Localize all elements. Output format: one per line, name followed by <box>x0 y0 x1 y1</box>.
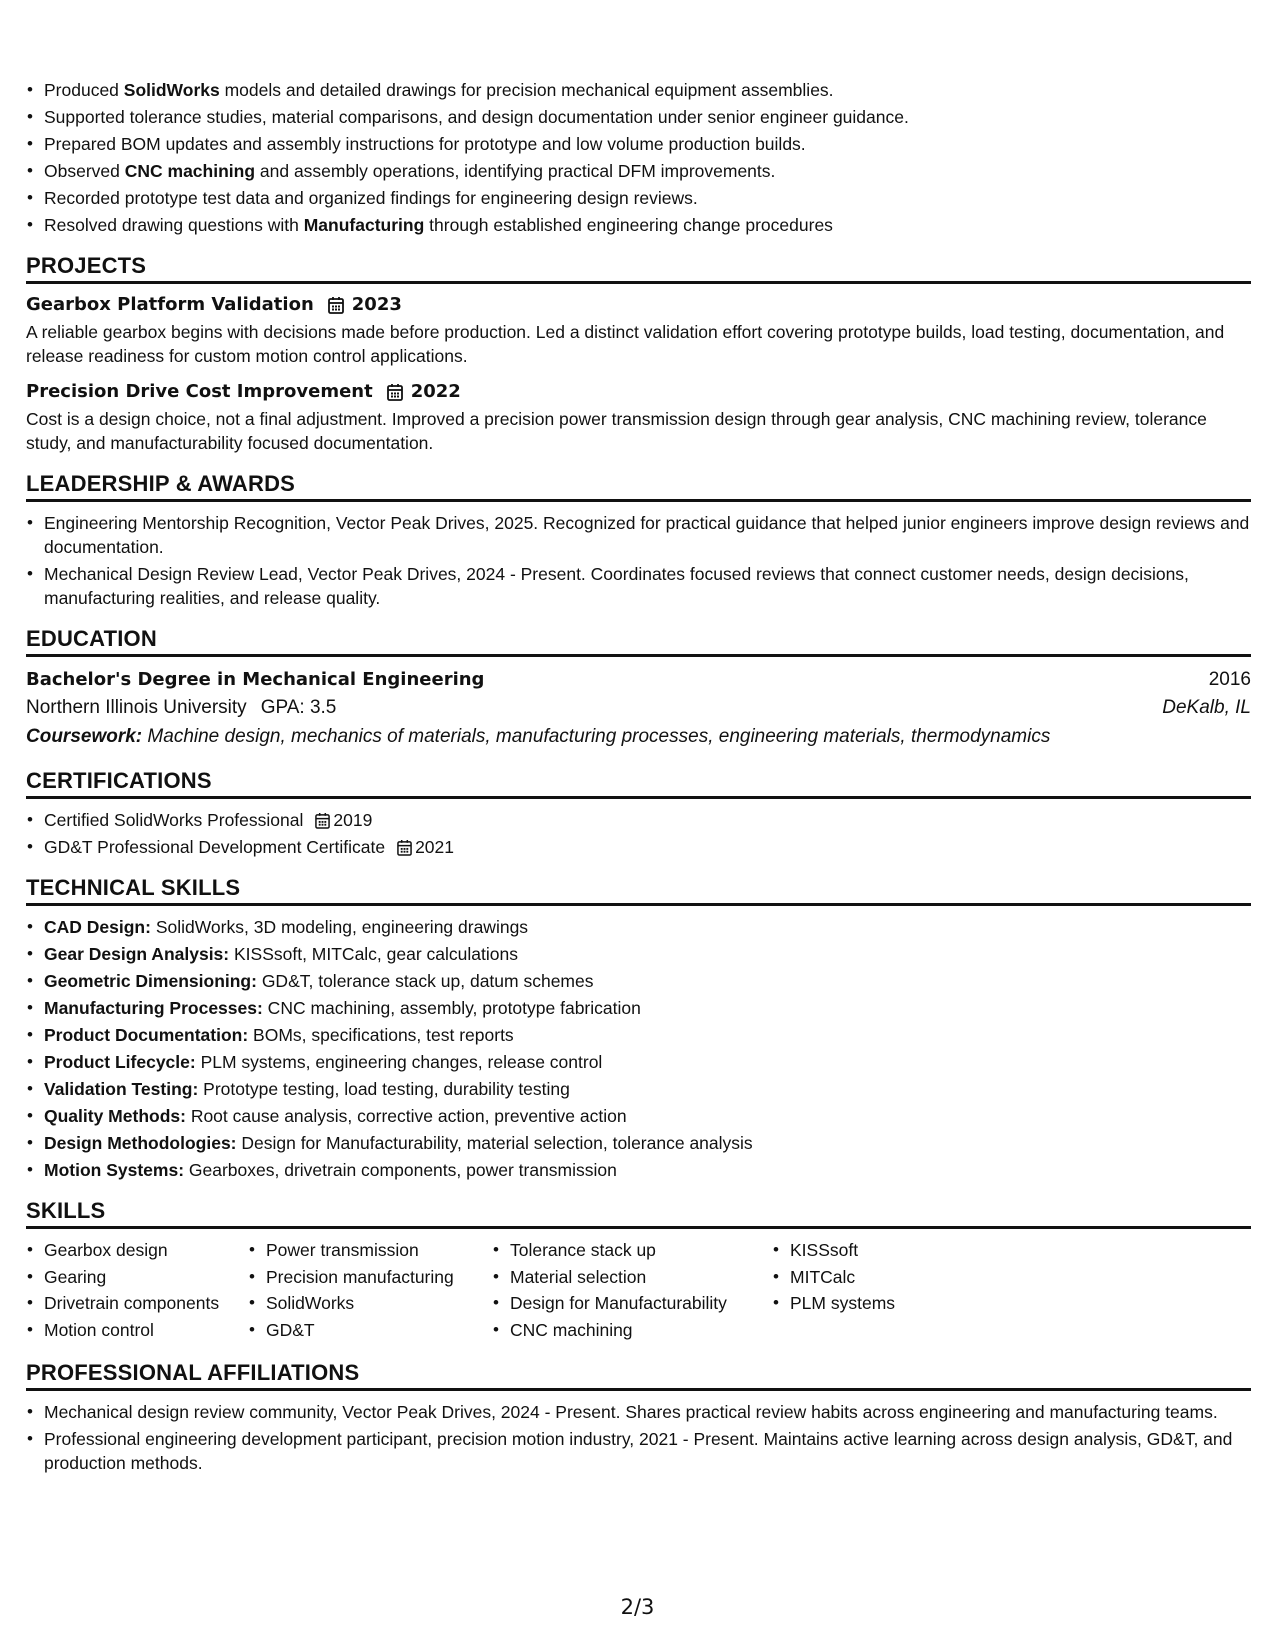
skill-item: • Precision manufacturing <box>248 1265 492 1289</box>
skills-column <box>772 1238 972 1344</box>
school-location: DeKalb, IL <box>1162 697 1251 718</box>
technical-skill-item: • Design Methodologies: Design for Manufacturability, material selection, tolerance analysis <box>26 1131 1251 1155</box>
project-description: Cost is a design choice, not a final adjustment. Improved a precision power transmission design through gear analysis, CNC machining review, tolerance study, and manufacturability focused documentation. <box>26 409 1207 453</box>
section-title-affiliations: PROFESSIONAL AFFILIATIONS <box>26 1360 1251 1391</box>
skill-item: • KISSsoft <box>772 1238 972 1262</box>
leadership-item: • Engineering Mentorship Recognition, Vector Peak Drives, 2025. Recognized for practical guidance that helped junior engineers improve design reviews and documentation. <box>26 511 1251 559</box>
skill-item: • Power transmission <box>248 1238 492 1262</box>
skills-column <box>492 1238 772 1344</box>
technical-skill-item: • Validation Testing: Prototype testing, load testing, durability testing <box>26 1077 1251 1101</box>
technical-skill-item: • Manufacturing Processes: CNC machining, assembly, prototype fabrication <box>26 996 1251 1020</box>
skill-item: • Drivetrain components <box>26 1291 248 1315</box>
certification-year: 2021 <box>415 837 455 857</box>
leadership-item: • Mechanical Design Review Lead, Vector Peak Drives, 2024 - Present. Coordinates focused reviews that connect customer needs, design decisions, manufacturing realities, and release quality. <box>26 562 1251 610</box>
leadership-section <box>26 471 1251 610</box>
resume-page <box>26 78 1251 1478</box>
section-title-projects: PROJECTS <box>26 253 1251 284</box>
skill-item: • CNC machining <box>492 1318 772 1342</box>
technical-skills-section <box>26 875 1251 1182</box>
technical-skill-item: • Gear Design Analysis: KISSsoft, MITCalc, gear calculations <box>26 942 1251 966</box>
affiliation-item: • Mechanical design review community, Vector Peak Drives, 2024 - Present. Shares practical review habits across engineering and manufacturing teams. <box>26 1400 1251 1424</box>
calendar-icon <box>315 812 330 829</box>
skill-item: • PLM systems <box>772 1291 972 1315</box>
technical-skill-item: • Motion Systems: Gearboxes, drivetrain components, power transmission <box>26 1158 1251 1182</box>
graduation-year: 2016 <box>1208 669 1251 690</box>
skills-section <box>26 1198 1251 1344</box>
project-name: Precision Drive Cost Improvement <box>26 381 373 402</box>
calendar-icon <box>397 839 412 856</box>
skills-column <box>248 1238 492 1344</box>
skill-item: • Material selection <box>492 1265 772 1289</box>
certification-year: 2019 <box>333 810 373 830</box>
section-title-leadership: LEADERSHIP & AWARDS <box>26 471 1251 502</box>
coursework: Coursework: Machine design, mechanics of materials, manufacturing processes, engineering materials, thermodynamics <box>26 726 1051 747</box>
technical-skill-item: • Product Documentation: BOMs, specifications, test reports <box>26 1023 1251 1047</box>
section-title-technical-skills: TECHNICAL SKILLS <box>26 875 1251 906</box>
experience-bullet: • Supported tolerance studies, material comparisons, and design documentation under senior engineer guidance. <box>26 105 1251 129</box>
calendar-icon <box>328 296 344 314</box>
projects-section <box>26 253 1251 455</box>
skill-item: • SolidWorks <box>248 1291 492 1315</box>
affiliations-section <box>26 1360 1251 1475</box>
project-name: Gearbox Platform Validation <box>26 294 314 315</box>
experience-bullet: • Recorded prototype test data and organized findings for engineering design reviews. <box>26 186 1251 210</box>
certification-item <box>26 835 1251 859</box>
affiliation-item: • Professional engineering development participant, precision motion industry, 2021 - Present. Maintains active learning across design analysis, GD&T, and production methods. <box>26 1427 1251 1475</box>
skills-column <box>26 1238 248 1344</box>
experience-bullets <box>26 78 1251 237</box>
skill-item: • Gearing <box>26 1265 248 1289</box>
skill-item: • Design for Manufacturability <box>492 1291 772 1315</box>
certification-item <box>26 808 1251 832</box>
experience-bullet: • Prepared BOM updates and assembly instructions for prototype and low volume production builds. <box>26 132 1251 156</box>
project-year: 2023 <box>351 294 402 315</box>
project-year: 2022 <box>410 381 461 402</box>
education-section <box>26 626 1251 752</box>
certification-name: • GD&T Professional Development Certificate <box>44 837 386 857</box>
certifications-section <box>26 768 1251 859</box>
section-title-skills: SKILLS <box>26 1198 1251 1229</box>
experience-bullet: • Produced SolidWorks models and detailed drawings for precision mechanical equipment assemblies. <box>26 78 1251 102</box>
calendar-icon <box>387 383 403 401</box>
skill-item: • Gearbox design <box>26 1238 248 1262</box>
experience-bullet: • Observed CNC machining and assembly operations, identifying practical DFM improvements. <box>26 159 1251 183</box>
project-item <box>26 293 1251 368</box>
degree: Bachelor's Degree in Mechanical Engineering <box>26 669 485 690</box>
skill-item: • MITCalc <box>772 1265 972 1289</box>
technical-skill-item: • CAD Design: SolidWorks, 3D modeling, engineering drawings <box>26 915 1251 939</box>
skill-item: • Motion control <box>26 1318 248 1342</box>
skill-item: • Tolerance stack up <box>492 1238 772 1262</box>
project-item <box>26 380 1251 455</box>
technical-skill-item: • Product Lifecycle: PLM systems, engineering changes, release control <box>26 1050 1251 1074</box>
page-number: 2/3 <box>620 1595 655 1619</box>
school-name: Northern Illinois University <box>26 697 247 718</box>
skill-item: • GD&T <box>248 1318 492 1342</box>
technical-skill-item: • Geometric Dimensioning: GD&T, tolerance stack up, datum schemes <box>26 969 1251 993</box>
certification-name: • Certified SolidWorks Professional <box>44 810 304 830</box>
project-description: A reliable gearbox begins with decisions made before production. Led a distinct validation effort covering prototype builds, load testing, documentation, and release readiness for custom motion control applications. <box>26 322 1225 366</box>
section-title-education: EDUCATION <box>26 626 1251 657</box>
experience-bullet: • Resolved drawing questions with Manufacturing through established engineering change procedures <box>26 213 1251 237</box>
skills-columns <box>26 1238 1251 1344</box>
technical-skill-item: • Quality Methods: Root cause analysis, corrective action, preventive action <box>26 1104 1251 1128</box>
gpa: GPA: 3.5 <box>260 697 337 718</box>
section-title-certifications: CERTIFICATIONS <box>26 768 1251 799</box>
